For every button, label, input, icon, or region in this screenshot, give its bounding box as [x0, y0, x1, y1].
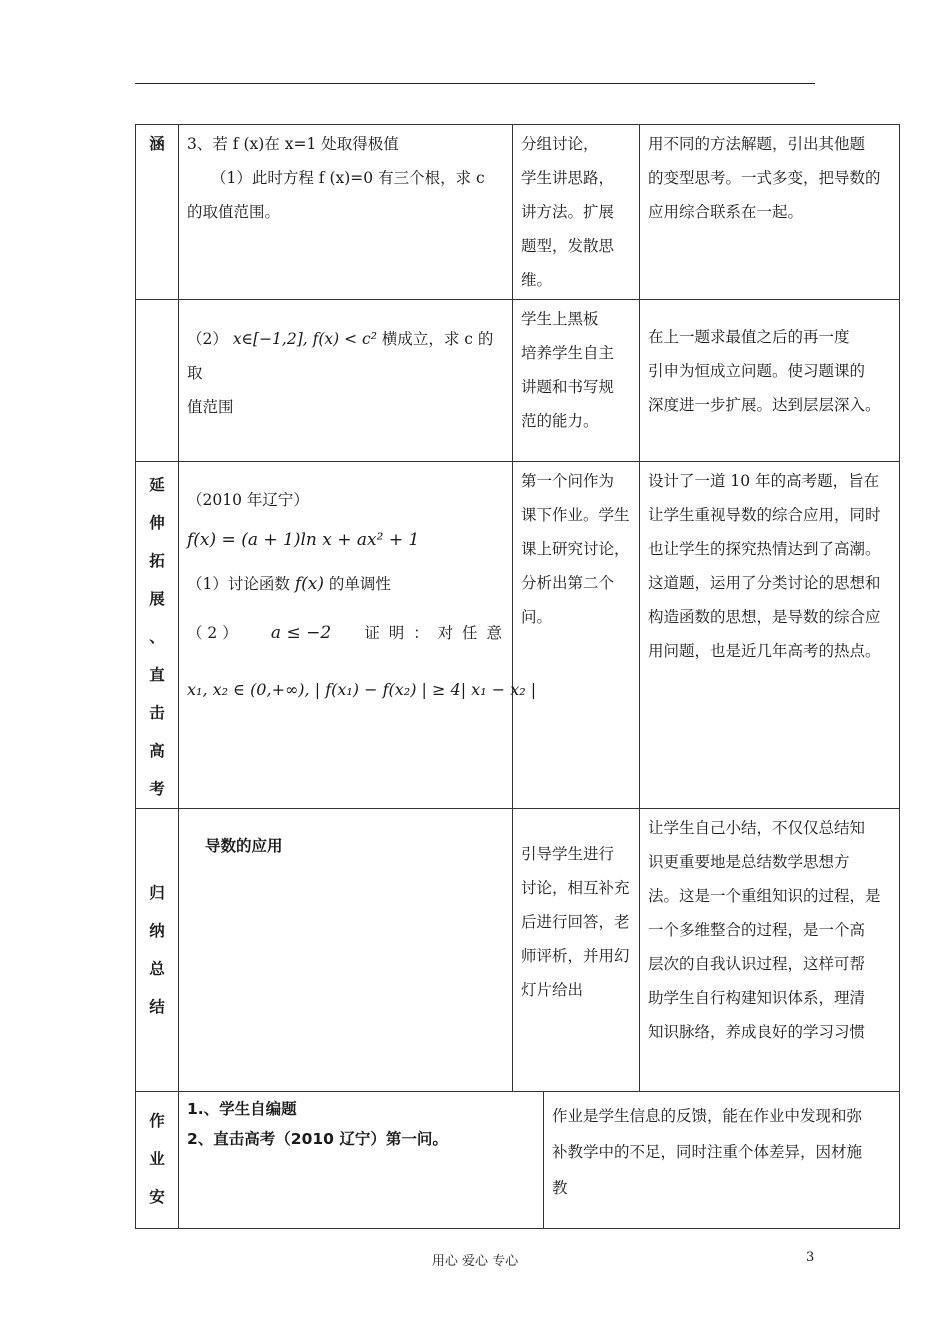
label-char: 总 [149, 960, 165, 978]
intent-line: 法。这是一个重组知识的过程，是 [648, 887, 881, 905]
intent-line: 深度进一步扩展。达到层层深入。 [648, 396, 881, 414]
intent-line: 引申为恒成立问题。使习题课的 [648, 362, 866, 380]
content-text: 横成立，求 c 的取 [187, 330, 494, 382]
intent-line: 的变型思考。一式多变，把导数的 [648, 169, 881, 187]
exam-source: （2010 年辽宁） [187, 491, 309, 509]
content-cell [179, 125, 513, 300]
intent-line: 在上一题求最值之后的再一度 [648, 328, 850, 346]
table-row-extension-2 [136, 300, 900, 462]
intent-cell [640, 125, 900, 300]
homework-item: 1.、学生自编题 [187, 1100, 297, 1118]
lesson-plan-table [135, 124, 900, 1229]
label-char: 击 [149, 704, 165, 722]
label-char: 结 [149, 998, 165, 1016]
intent-line: 补教学中的不足，同时注重个体差异，因材施 [552, 1143, 863, 1161]
intent-cell [544, 1092, 899, 1228]
intent-line: 用不同的方法解题，引出其他题 [648, 135, 866, 153]
intent-line: 也让学生的探究热情达到了高潮。 [648, 540, 881, 558]
intent-cell [640, 462, 900, 809]
label-char: 考 [149, 780, 165, 798]
intent-line: 应用综合联系在一起。 [648, 203, 804, 221]
row-label [136, 125, 179, 300]
content-line: （1）此时方程 f (x)=0 有三个根，求 c [211, 169, 485, 187]
activity-cell [513, 462, 640, 809]
question-number: （ 2 ） [187, 624, 238, 642]
activity-line: 灯片给出 [521, 981, 584, 999]
math-expression: a ≤ −2 [270, 623, 332, 643]
intent-line: 一个多维整合的过程，是一个高 [648, 921, 866, 939]
table-row-exam [136, 462, 900, 809]
row-label [136, 809, 179, 1092]
label-char: 作 [149, 1112, 165, 1130]
activity-line: 讲题和书写规 [521, 378, 615, 396]
page-number: 3 [806, 1250, 815, 1265]
activity-cell [513, 300, 640, 462]
math-expression: x∈[−1,2], f(x) < c² [232, 330, 377, 348]
math-expression: f(x) [294, 574, 324, 594]
content-line [187, 322, 504, 390]
question-number: （2） [187, 330, 228, 348]
activity-line: 问。 [521, 608, 553, 626]
activity-cell [513, 809, 640, 1092]
content-line: 值范围 [187, 398, 234, 416]
activity-cell [513, 125, 640, 300]
label-char: 高 [149, 742, 165, 760]
footer-motto: 用心 爱心 专心 [431, 1254, 519, 1269]
activity-line: 学生上黑板 [521, 310, 599, 328]
summary-topic: 导数的应用 [205, 837, 283, 855]
activity-line: 课上研究讨论， [521, 540, 630, 558]
intent-line: 让学生重视导数的综合应用，同时 [648, 506, 881, 524]
label-char: 业 [149, 1150, 165, 1168]
question-1 [187, 562, 504, 606]
activity-line: 讲方法。扩展 [521, 203, 615, 221]
intent-cell [640, 809, 900, 1092]
activity-line: 第一个问作为 [521, 472, 615, 490]
intent-line: 设计了一道 10 年的高考题，旨在 [648, 472, 880, 490]
activity-line: 范的能力。 [521, 412, 599, 430]
label-char: 展 [149, 590, 165, 608]
table-row-extension-1 [136, 125, 900, 300]
intent-line: 知识脉络，养成良好的学习习惯 [648, 1023, 866, 1041]
label-char: 、 [149, 628, 165, 646]
intent-line: 用问题，也是近几年高考的热点。 [648, 642, 881, 660]
activity-line: 题型，发散思 [521, 237, 615, 255]
inequality-formula: x₁, x₂ ∈ (0,+∞), | f(x₁) − f(x₂) | ≥ 4| x₁ − x₂ | [187, 680, 537, 699]
intent-line: 教 [552, 1179, 568, 1197]
question-2 [187, 606, 504, 660]
label-char: 纳 [149, 922, 165, 940]
activity-line: 引导学生进行 [521, 845, 615, 863]
activity-line: 学生讲思路， [521, 169, 615, 187]
question-text: 证 明 ： 对 任 意 [364, 624, 504, 642]
intent-line: 识更重要地是总结数学思想方 [648, 853, 850, 871]
homework-items [179, 1092, 543, 1228]
activity-line: 培养学生自主 [521, 344, 615, 362]
label-char: 归 [149, 884, 165, 902]
question-text: 的单调性 [328, 575, 391, 593]
activity-line: 分组讨论， [521, 135, 599, 153]
intent-line: 层次的自我认识过程，这样可帮 [648, 955, 866, 973]
activity-line: 维。 [521, 271, 553, 289]
question-text: （1）讨论函数 [187, 575, 290, 593]
table-row-homework [136, 1092, 900, 1229]
content-line: 3、若 f (x)在 x=1 处取得极值 [187, 135, 399, 153]
label-char: 直 [149, 666, 165, 684]
homework-item: 2、直击高考（2010 辽宁）第一问。 [187, 1130, 448, 1148]
intent-line: 这道题，运用了分类讨论的思想和 [648, 574, 881, 592]
content-line: 的取值范围。 [187, 203, 281, 221]
label-char: 延 [149, 476, 165, 494]
row-label [136, 462, 179, 809]
table-row-summary [136, 809, 900, 1092]
label-char: 伸 [149, 514, 165, 532]
header-rule [135, 83, 815, 84]
activity-line: 师评析，并用幻 [521, 947, 630, 965]
activity-line: 讨论，相互补充 [521, 879, 630, 897]
row-label-empty [136, 300, 179, 462]
intent-line: 作业是学生信息的反馈，能在作业中发现和弥 [552, 1107, 863, 1125]
activity-line: 分析出第二个 [521, 574, 615, 592]
intent-line: 助学生自行构建知识体系，理清 [648, 989, 866, 1007]
intent-cell [640, 300, 900, 462]
activity-line: 课下作业。学生 [521, 506, 630, 524]
content-cell [179, 300, 513, 462]
function-formula: f(x) = (a + 1)ln x + ax² + 1 [187, 530, 420, 550]
intent-line: 让学生自己小结，不仅仅总结知 [648, 819, 866, 837]
label-char: 涵 [149, 135, 165, 153]
activity-line: 后进行回答，老 [521, 913, 630, 931]
intent-line: 构造函数的思想，是导数的综合应 [648, 608, 881, 626]
row-label [136, 1092, 179, 1229]
label-char: 安 [149, 1188, 165, 1206]
homework-cell [179, 1092, 900, 1229]
label-char: 拓 [149, 552, 165, 570]
content-cell [179, 809, 513, 1092]
content-cell [179, 462, 537, 809]
